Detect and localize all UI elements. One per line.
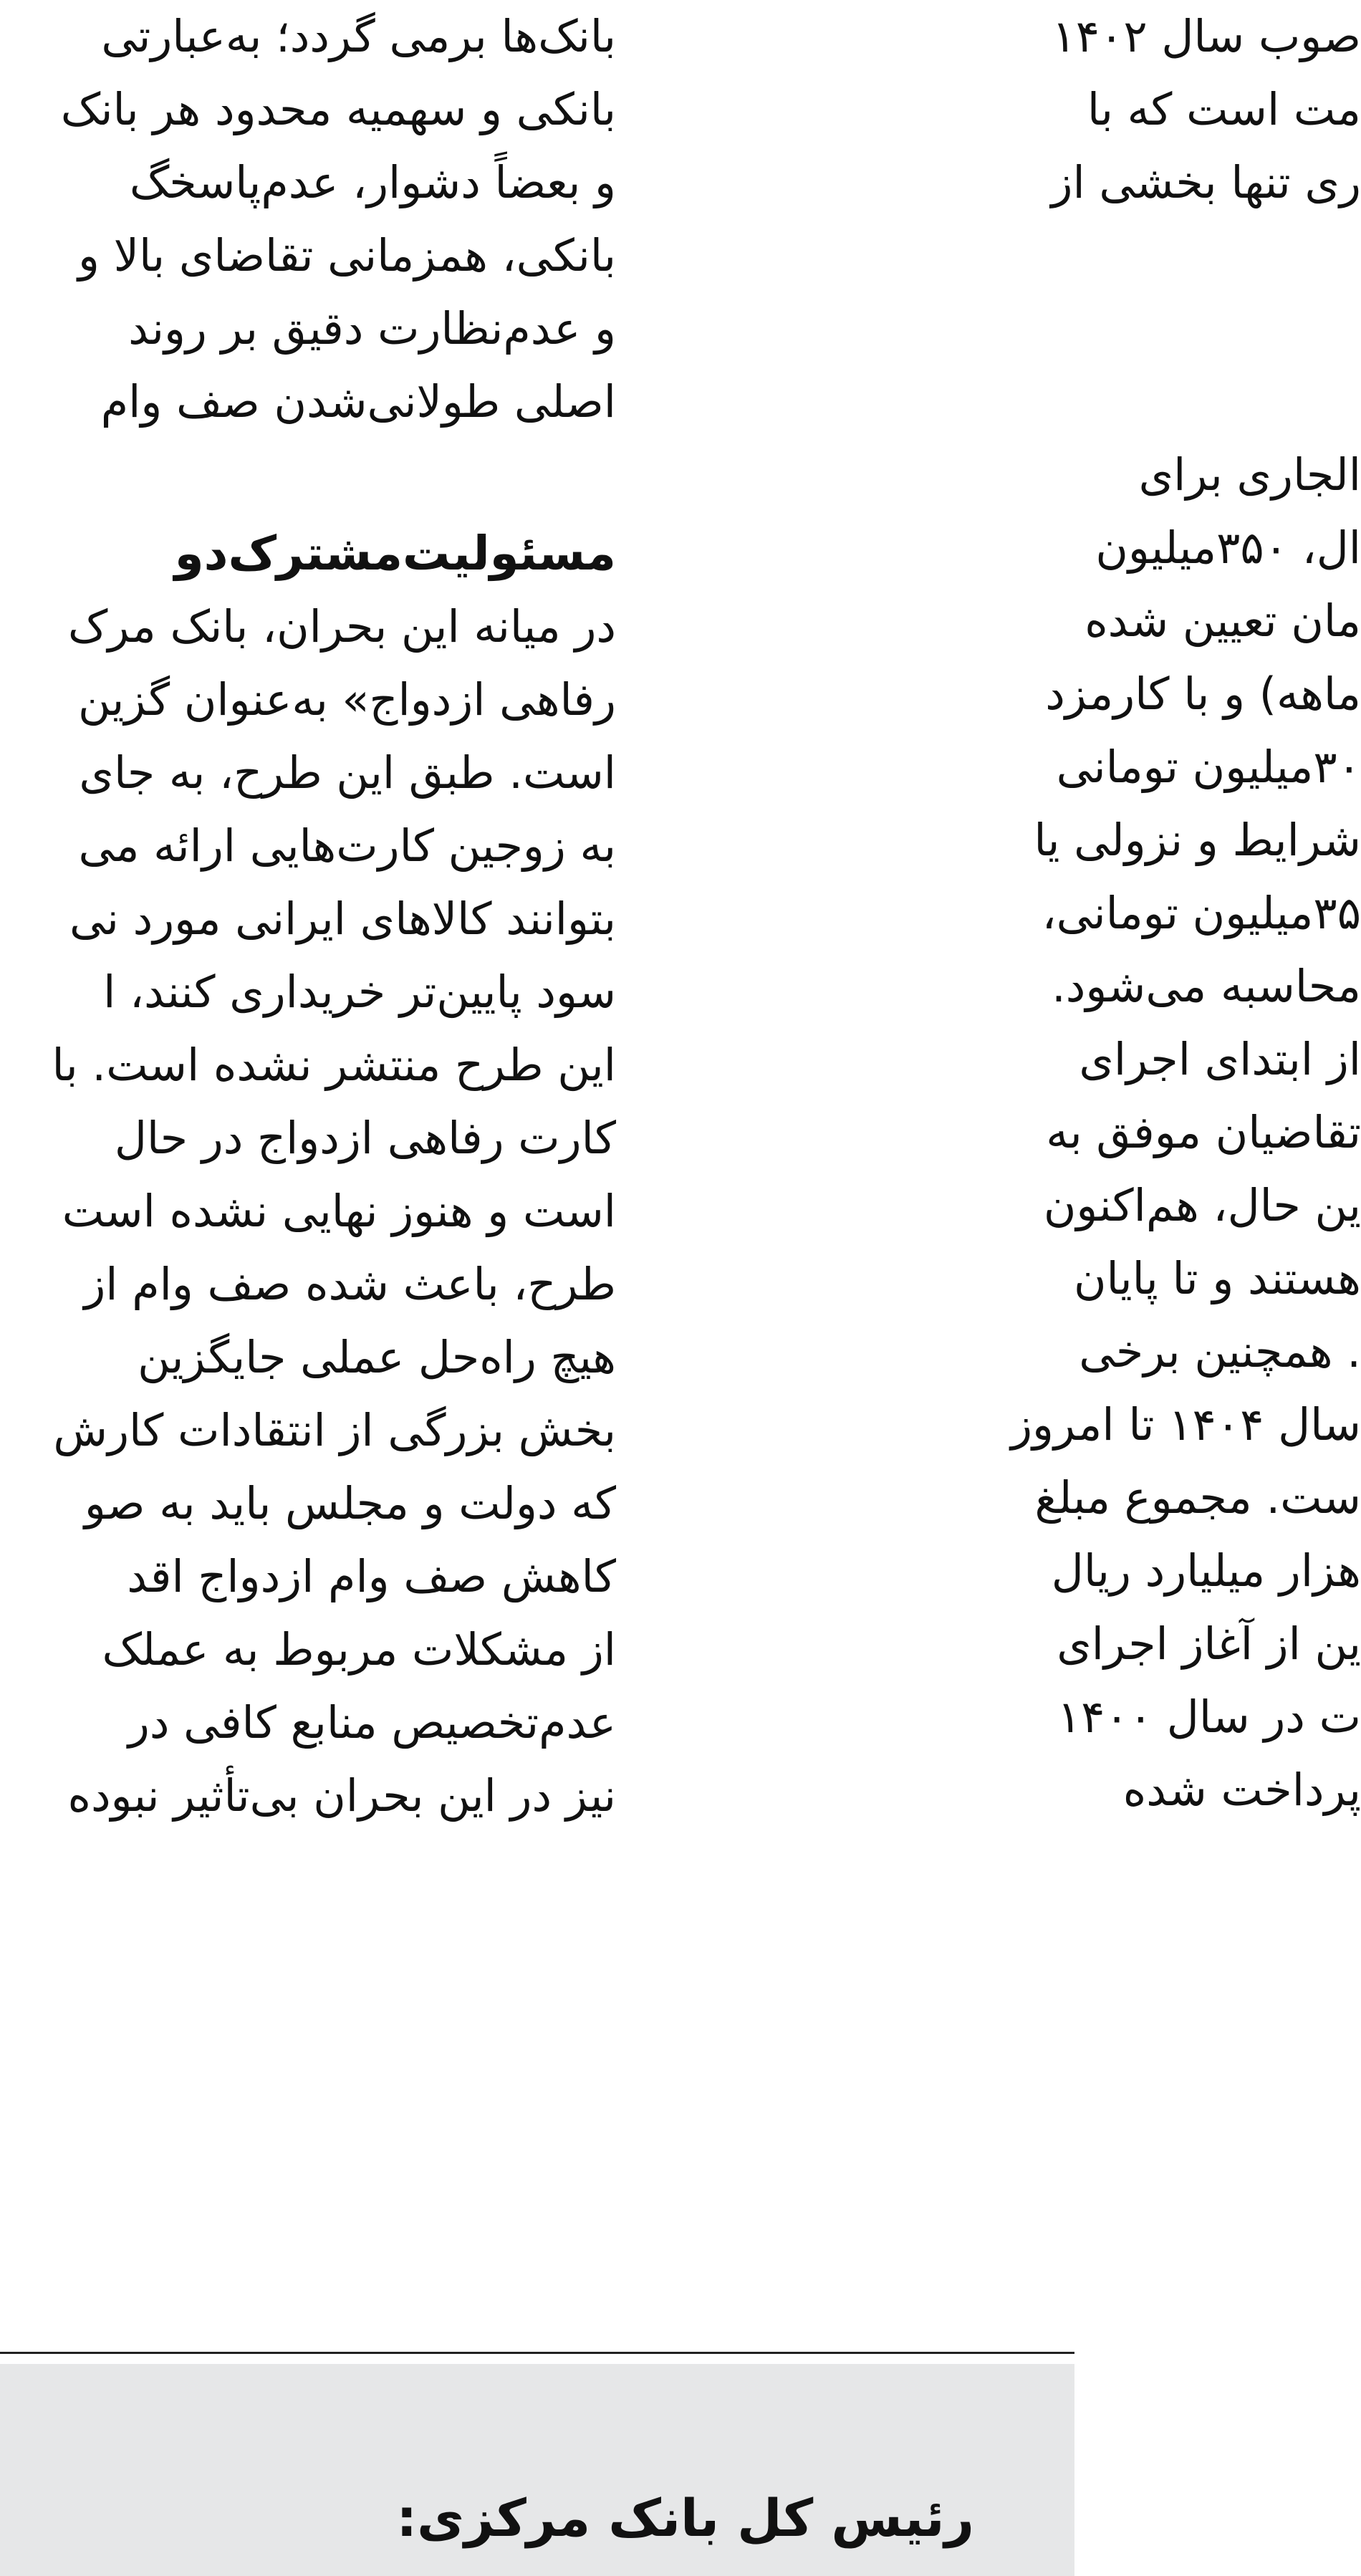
body-line: عدم‌تخصیص منابع کافی در bbox=[128, 1696, 616, 1749]
body-line: که دولت و مجلس باید به صو bbox=[84, 1477, 616, 1529]
body-line: کاهش صف وام ازدواج اقد bbox=[127, 1550, 616, 1602]
body-line: ماهه) و با کارمزد bbox=[1045, 668, 1361, 720]
horizontal-divider bbox=[0, 2352, 1074, 2354]
blank-line bbox=[716, 292, 1361, 365]
body-line: ال، ۳۵۰میلیون bbox=[1095, 522, 1361, 574]
body-line: از مشکلات مربوط به عملک bbox=[102, 1623, 616, 1676]
body-line: ۳۰میلیون تومانی bbox=[1056, 741, 1361, 793]
body-line: ت در سال ۱۴۰۰ bbox=[1057, 1691, 1361, 1743]
body-line: بانکی و سهمیه محدود هر بانک bbox=[60, 83, 616, 135]
body-line: بانکی، همزمانی تقاضای بالا و bbox=[78, 229, 616, 282]
box-headline: رئیس کل بانک مرکزی: bbox=[396, 2488, 974, 2548]
body-line: این طرح منتشر نشده است. با bbox=[52, 1039, 616, 1091]
blank-line bbox=[716, 219, 1361, 292]
body-line: محاسبه می‌شود. bbox=[1052, 960, 1361, 1012]
body-line: ری تنها بخشی از bbox=[1051, 156, 1361, 208]
right-text-column bbox=[716, 0, 1361, 1827]
body-line: . همچنین برخی bbox=[1079, 1325, 1361, 1378]
body-line: الجاری برای bbox=[1138, 448, 1361, 501]
body-line: هیچ راه‌حل عملی جایگزین bbox=[138, 1331, 616, 1383]
body-line: و بعضاً دشوار، عدم‌پاسخگ bbox=[129, 156, 616, 208]
body-line: ۳۵میلیون تومانی، bbox=[1042, 887, 1361, 939]
body-line: و عدم‌نظارت دقیق بر روند bbox=[128, 302, 616, 355]
body-line: به زوجین کارت‌هایی ارائه می bbox=[78, 820, 616, 872]
body-line: هزار میلیارد ریال bbox=[1051, 1544, 1361, 1597]
body-line: بتوانند کالاهای ایرانی مورد نی bbox=[69, 893, 616, 945]
blank-line bbox=[716, 365, 1361, 438]
body-line: تقاضیان موفق به bbox=[1046, 1106, 1361, 1158]
body-line: است. طبق این طرح، به جای bbox=[79, 746, 616, 799]
section-heading: مسئولیت‌مشترک‌دو bbox=[174, 526, 616, 581]
body-line: بانک‌ها برمی گردد؛ به‌عبارتی bbox=[101, 10, 616, 62]
body-line: سود پایین‌تر خریداری کنند، ا bbox=[103, 966, 616, 1018]
body-line: ست. مجموع مبلغ bbox=[1034, 1471, 1361, 1524]
body-line: کارت رفاهی ازدواج در حال bbox=[114, 1112, 616, 1164]
body-line: مان تعیین شده bbox=[1085, 595, 1361, 647]
body-line: صوب سال ۱۴۰۲ bbox=[1052, 10, 1361, 62]
body-line: در میانه این بحران، بانک مرک bbox=[67, 600, 616, 653]
body-line: نیز در این بحران بی‌تأثیر نبوده bbox=[67, 1769, 616, 1822]
body-line: ین از آغاز اجرای bbox=[1057, 1618, 1361, 1670]
paragraph-gap bbox=[0, 438, 616, 517]
body-line: سال ۱۴۰۴ تا امروز bbox=[1011, 1398, 1361, 1451]
body-line: است و هنوز نهایی نشده است bbox=[62, 1185, 616, 1237]
left-text-column bbox=[0, 0, 616, 1832]
body-line: از ابتدای اجرای bbox=[1079, 1033, 1361, 1085]
body-line: ین حال، هم‌اکنون bbox=[1043, 1179, 1361, 1231]
body-line: شرایط و نزولی یا bbox=[1034, 814, 1361, 866]
body-line: رفاهی ازدواج» به‌عنوان گزین bbox=[77, 673, 616, 726]
body-line: اصلی طولانی‌شدن صف وام bbox=[100, 375, 616, 428]
body-line: بخش بزرگی از انتقادات کارش bbox=[53, 1404, 616, 1456]
body-line: طرح، باعث شده صف وام از bbox=[84, 1258, 616, 1310]
body-line: مت است که با bbox=[1087, 83, 1361, 135]
body-line: پرداخت شده bbox=[1122, 1764, 1361, 1816]
body-line: هستند و تا پایان bbox=[1073, 1252, 1361, 1304]
